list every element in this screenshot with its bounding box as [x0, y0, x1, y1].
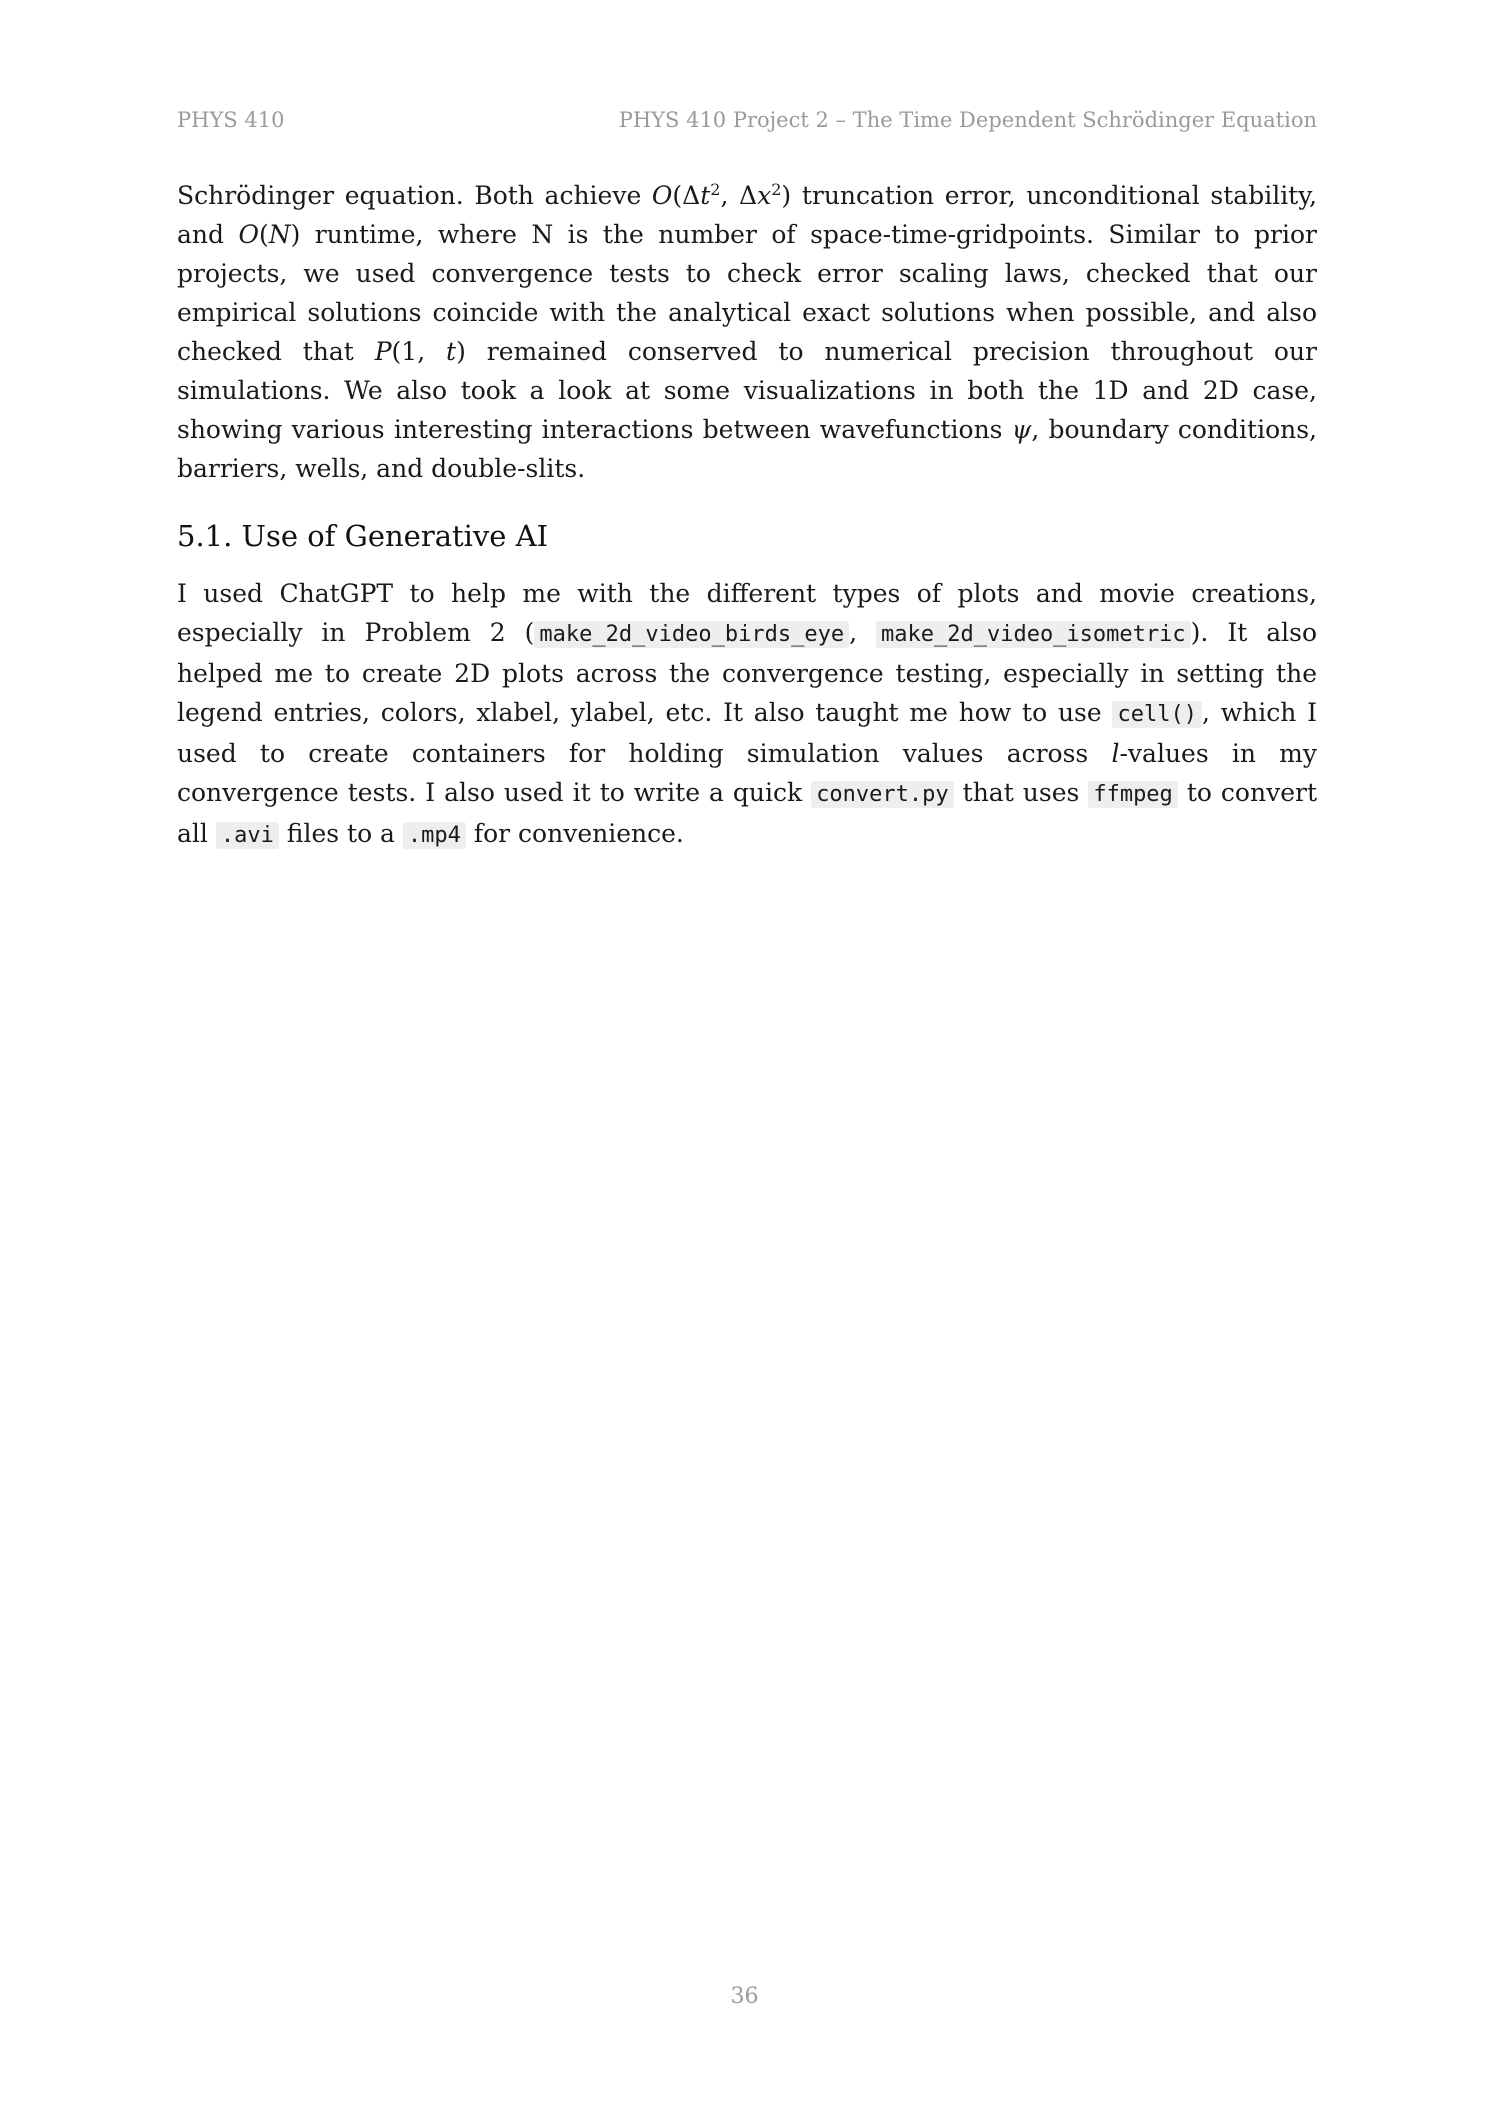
- text-run: -values in my convergence tests. I also used it to write a quick: [177, 739, 1317, 807]
- math-symbol: O: [651, 181, 673, 210]
- math-exponent: 2: [771, 180, 782, 199]
- text-run: for convenience.: [465, 819, 684, 848]
- math-symbol: (1,: [391, 337, 447, 366]
- math-symbol: O: [238, 220, 259, 249]
- code-avi: .avi: [216, 822, 279, 849]
- math-symbol: ): [290, 220, 301, 249]
- math-symbol: (: [258, 220, 269, 249]
- math-l: l: [1111, 739, 1120, 768]
- math-exponent: 2: [710, 180, 721, 199]
- code-convert-py: convert.py: [811, 781, 953, 808]
- math-symbol: t: [446, 337, 457, 366]
- math-symbol: ): [781, 181, 792, 210]
- conclusion-paragraph: [177, 176, 1317, 488]
- math-symbol: x: [757, 181, 772, 210]
- text-run: to convert all: [177, 778, 1317, 848]
- math-symbol: N: [268, 220, 291, 249]
- page-content: [177, 176, 1317, 855]
- math-symbol: t: [700, 181, 711, 210]
- code-mp4: .mp4: [403, 822, 466, 849]
- code-ffmpeg: ffmpeg: [1088, 781, 1177, 808]
- text-run: ). It also helped me to create 2D plots across the convergence testing, especially in setting the legend entries, colors, xlabel, ylabel, etc. It also taught me how to use: [177, 618, 1317, 727]
- code-birds-eye: make_2d_video_birds_eye: [534, 621, 849, 648]
- math-runtime-order: [238, 220, 300, 249]
- math-symbol: , Δ: [720, 181, 758, 210]
- page-number: 36: [730, 1984, 759, 2009]
- code-isometric: make_2d_video_isometric: [876, 621, 1191, 648]
- text-run: , boundary conditions, barriers, wells, and double-slits.: [177, 415, 1318, 483]
- math-probability: [375, 337, 466, 366]
- math-truncation-order: [652, 181, 791, 210]
- math-symbol: P: [374, 337, 392, 366]
- math-symbol: (Δ: [672, 181, 701, 210]
- text-run: ,: [849, 618, 876, 647]
- text-run: remained conserved to numerical precision throughout our simulations. We also took a look at some visualizations in both the 1D and 2D case, showing various interesting interactions between wavefunctions: [177, 337, 1317, 444]
- text-run: Schrödinger equation. Both achieve: [177, 181, 652, 210]
- ai-usage-paragraph: [177, 574, 1317, 855]
- text-run: I used ChatGPT to help me with the different types of plots and movie creations, especially in Problem 2 (: [177, 579, 1317, 647]
- header-title: PHYS 410 Project 2 – The Time Dependent Schrödinger Equation: [618, 108, 1317, 132]
- math-symbol: ): [456, 337, 466, 366]
- header-course: PHYS 410: [177, 108, 285, 132]
- section-heading: 5.1. Use of Generative AI: [177, 519, 549, 553]
- text-run: runtime, where N is the number of space-time-gridpoints. Similar to prior projects, we used convergence tests to check error scaling laws, checked that our empirical solutions coincide with the analytical exact solutions when possible, and also checked that: [177, 220, 1317, 366]
- code-cell: cell(): [1112, 701, 1201, 728]
- text-run: , which I used to create containers for holding simulation values across: [177, 698, 1317, 768]
- text-run: truncation error, unconditional stability, and: [177, 181, 1317, 249]
- text-run: that uses: [953, 778, 1089, 807]
- running-header: [177, 108, 1317, 140]
- text-run: files to a: [278, 819, 403, 848]
- math-psi: ψ: [1011, 415, 1032, 444]
